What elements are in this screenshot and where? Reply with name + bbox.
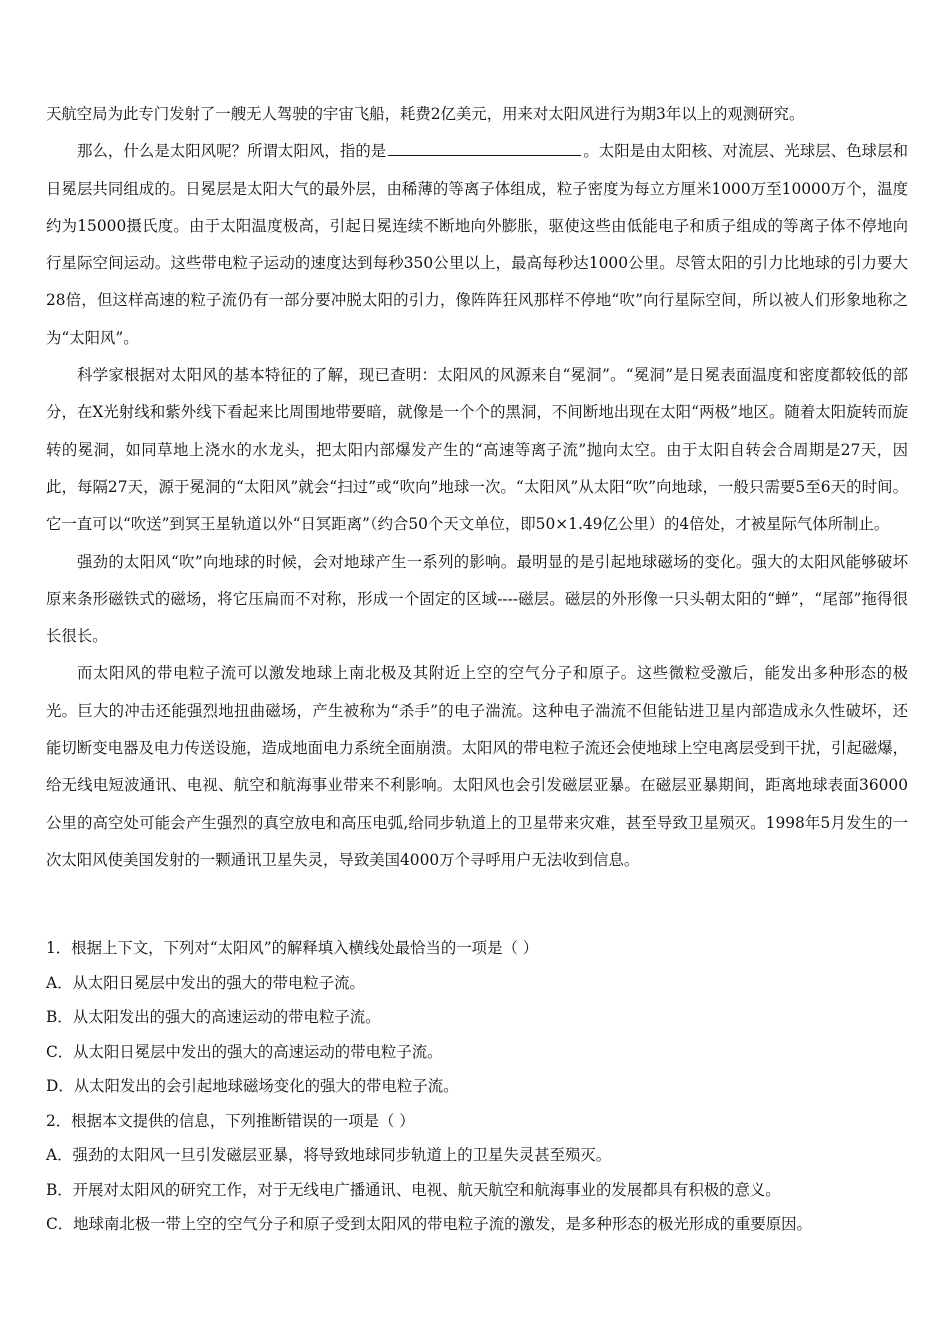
- option-c: C．从太阳日冕层中发出的强大的高速运动的带电粒子流。: [46, 1042, 443, 1061]
- passage-paragraph: 强劲的太阳风“吹”向地球的时候，会对地球产生一系列的影响。最明显的是引起地球磁场的变化。强大的太阳风能够破坏原来条形磁铁式的磁场，将它压扁而不对称，形成一个固定的区域----磁层。磁层的外形像一只头朝太阳的“蝉”，“尾部”拖得很长很长。: [46, 552, 908, 646]
- option-c: C．地球南北极一带上空的空气分子和原子受到太阳风的带电粒子流的激发，是多种形态的极光形成的重要原因。: [46, 1215, 812, 1233]
- passage-text: 。太阳是由太阳核、对流层、光球层、色球层和日冕层共同组成的。日冕层是太阳大气的最外层，由稀薄的等离子体组成，粒子密度为每立方厘米1000万至10000万个，温度约为15000摄氏度。由于太阳温度极高，引起日冕连续不断地向外膨胀，驱使这些由低能电子和质子组成的等离子体不停地向行星际空间运动。这些带电粒子运动的速度达到每秒350公里以上，最高每秒达1000公里。尽管太阳的引力比地球的引力要大28倍，但这样高速的粒子流仍有一部分要冲脱太阳的引力，像阵阵狂风那样不停地“吹”向行星际空间，所以被人们形象地称之为“太阳风”。: [46, 142, 908, 347]
- passage-paragraph: 天航空局为此专门发射了一艘无人驾驶的宇宙飞船，耗费2亿美元，用来对太阳风进行为期3年以上的观测研究。: [46, 105, 805, 123]
- option-a: A．强劲的太阳风一旦引发磁层亚暴，将导致地球同步轨道上的卫星失灵甚至殒灭。: [46, 1146, 612, 1164]
- passage-paragraph: 而太阳风的带电粒子流可以激发地球上南北极及其附近上空的空气分子和原子。这些微粒受激后，能发出多种形态的极光。巨大的冲击还能强烈地扭曲磁场，产生被称为“杀手”的电子湍流。这种电子湍流不但能钻进卫星内部造成永久性破坏，还能切断变电器及电力传送设施，造成地面电力系统全面崩溃。太阳风的带电粒子流还会使地球上空电离层受到干扰，引起磁爆，给无线电短波通讯、电视、航空和航海事业带来不利影响。太阳风也会引发磁层亚暴。在磁层亚暴期间，距离地球表面36000公里的高空处可能会产生强烈的真空放电和高压电弧,给同步轨道上的卫星带来灾难，甚至导致卫星殒灭。1998年5月发生的一次太阳风使美国发射的一颗通讯卫星失灵，导致美国4000万个寻呼用户无法收到信息。: [46, 664, 908, 869]
- passage-paragraph: 科学家根据对太阳风的基本特征的了解，现已查明：太阳风的风源来自“冕洞”。“冕洞”是日冕表面温度和密度都较低的部分，在X光射线和紫外线下看起来比周围地带要暗，就像是一个个的黑洞，不间断地出现在太阳“两极”地区。随着太阳旋转而旋转的冕洞，如同草地上浇水的水龙头，把太阳内部爆发产生的“高速等离子流”抛向太空。由于太阳自转会合周期是27天，因此，每隔27天，源于冕洞的“太阳风”就会“扫过”或“吹向”地球一次。“太阳风”从太阳“吹”向地球，一般只需要5至6天的时间。它一直可以“吹送”到冥王星轨道以外“日冥距离”（约合50个天文单位，即50×1.49亿公里）的4倍处，才被星际气体所制止。: [46, 366, 908, 534]
- question-stem: 2．根据本文提供的信息，下列推断错误的一项是（ ）: [46, 1111, 415, 1130]
- question-stem: 1．根据上下文，下列对“太阳风”的解释填入横线处最恰当的一项是（ ）: [46, 939, 539, 957]
- passage-paragraph: [46, 133, 908, 357]
- answer-blank: [388, 140, 581, 156]
- option-a: A．从太阳日冕层中发出的强大的带电粒子流。: [46, 973, 365, 992]
- reading-passage: [46, 96, 908, 879]
- question-list: [46, 931, 908, 1242]
- option-d: D．从太阳发出的会引起地球磁场变化的强大的带电粒子流。: [46, 1077, 459, 1095]
- option-b: B．开展对太阳风的研究工作，对于无线电广播通讯、电视、航天航空和航海事业的发展都具有积极的意义。: [46, 1180, 781, 1199]
- passage-text: 那么，什么是太阳风呢？所谓太阳风，指的是: [77, 142, 387, 161]
- option-b: B．从太阳发出的强大的高速运动的带电粒子流。: [46, 1008, 381, 1026]
